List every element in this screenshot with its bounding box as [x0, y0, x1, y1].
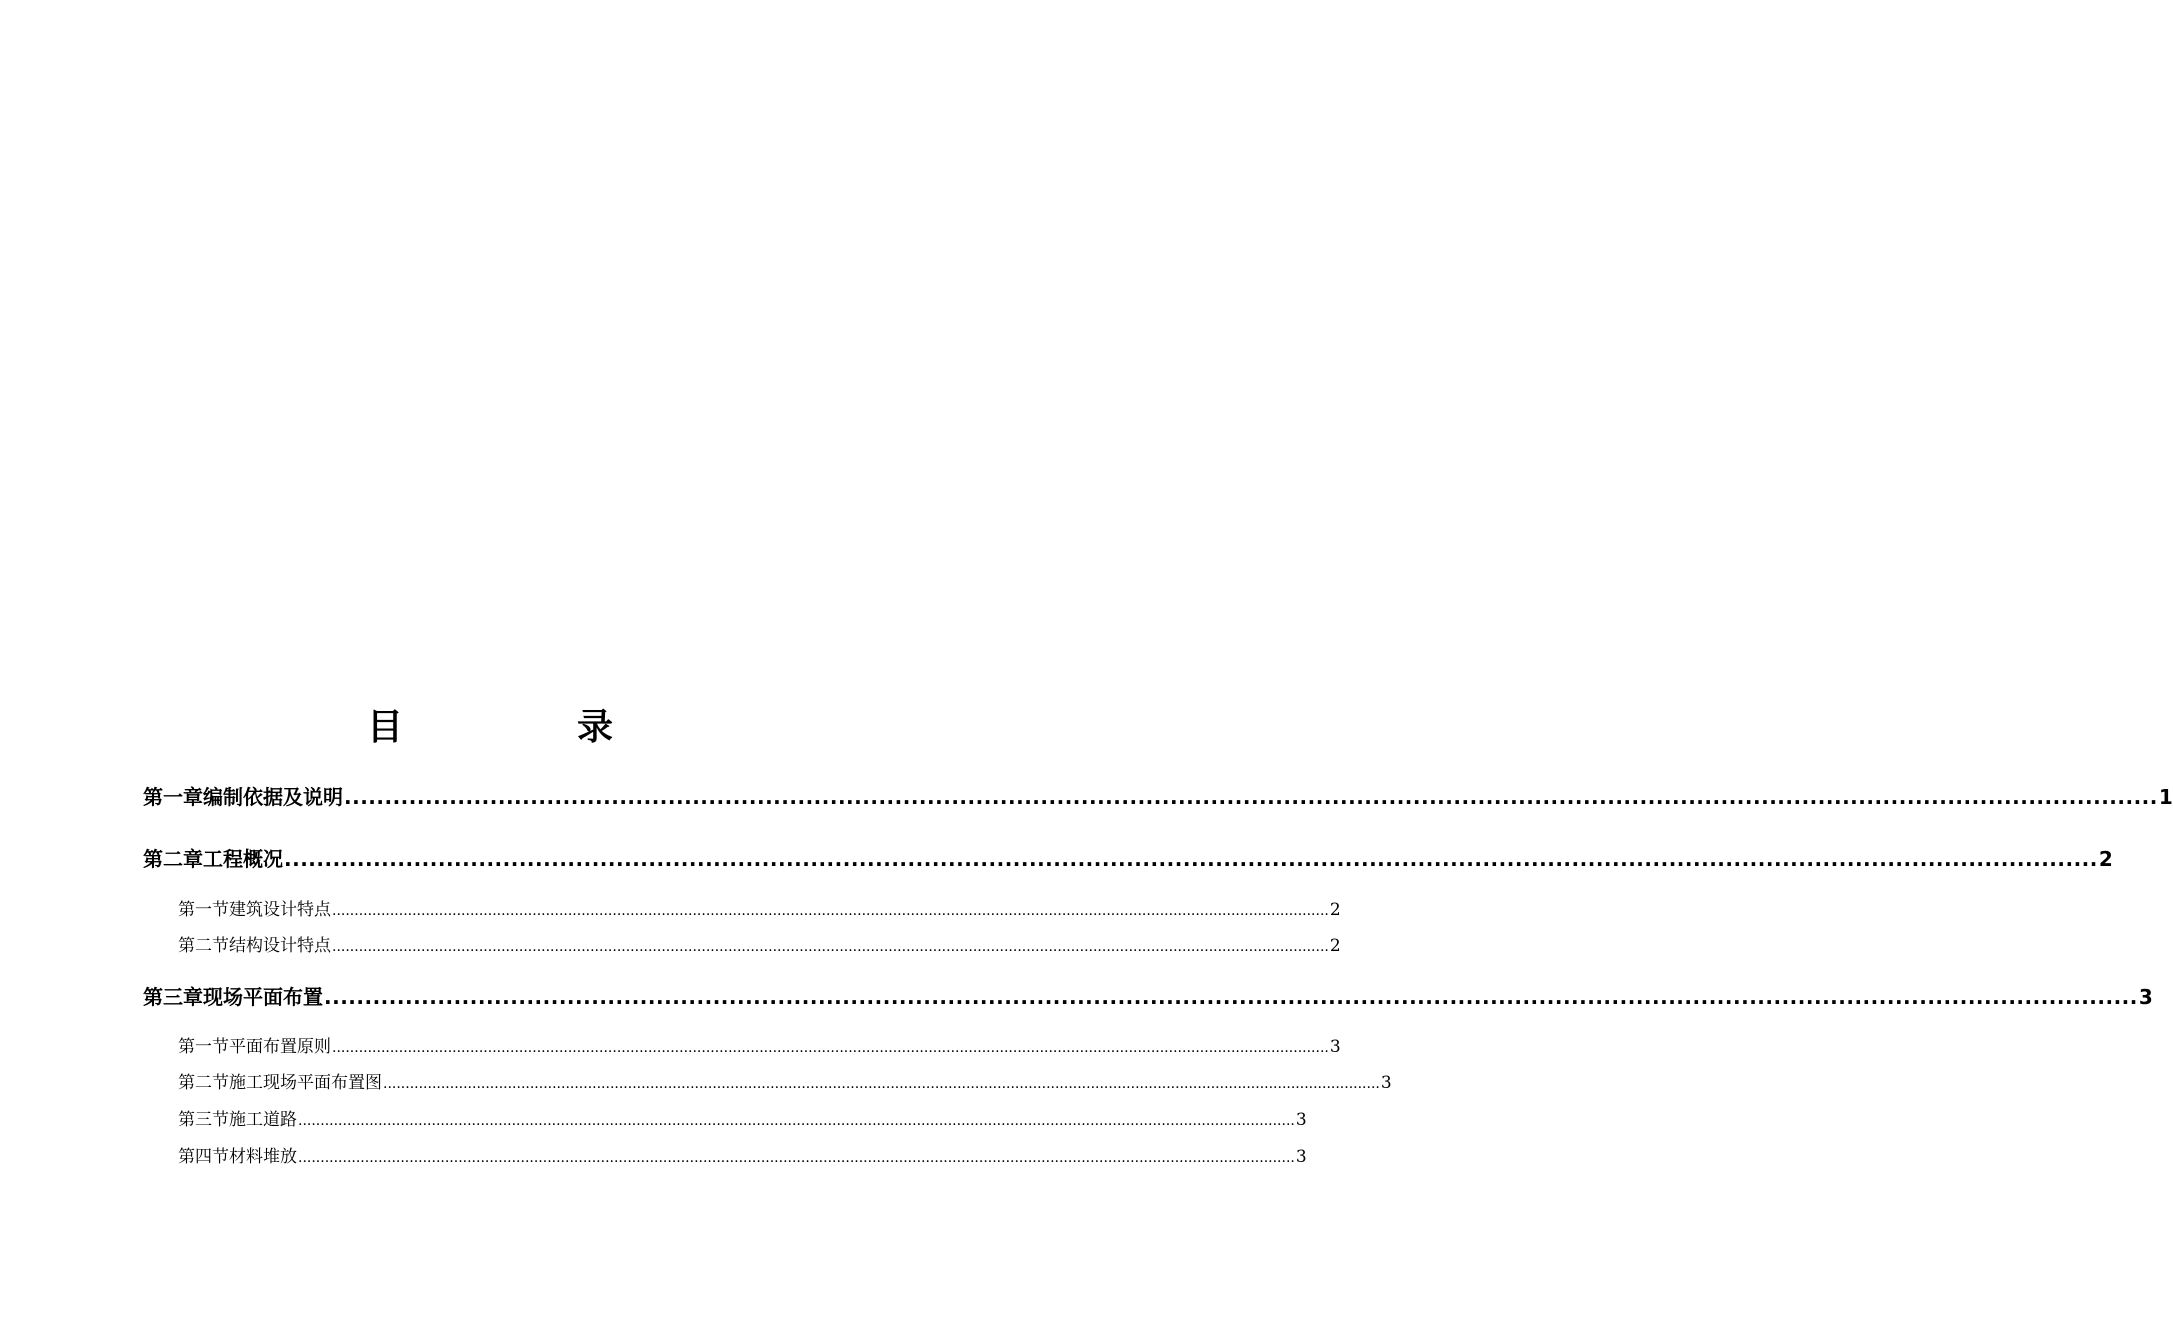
toc-heading-char-2: 录 [577, 707, 614, 748]
toc-entry-number: 第二节 [178, 936, 229, 956]
toc-entry-page: 2 [1329, 900, 1341, 920]
toc-entry-section[interactable] [178, 898, 1341, 922]
toc-entry-section[interactable] [178, 934, 1341, 958]
toc-entry-number: 第四节 [178, 1147, 229, 1167]
toc-dot-leader: ................................................................................................................................................................................................................................ [332, 939, 1329, 955]
toc-heading-char-1: 目 [367, 707, 404, 748]
toc-entry-chapter-2[interactable] [143, 845, 2113, 873]
toc-entry-page: 3 [2138, 985, 2153, 1009]
toc-entry-page: 1 [2158, 785, 2173, 809]
toc-dot-leader: ................................................................................................................................................................................................................................ [298, 1150, 1295, 1166]
toc-entry-title: 平面布置原则 [229, 1037, 331, 1057]
toc-entry-chapter-1[interactable] [143, 783, 2173, 811]
toc-entry-number: 第二节 [178, 1073, 229, 1093]
toc-entry-page: 3 [1380, 1073, 1392, 1093]
toc-entry-page: 3 [1295, 1147, 1307, 1167]
toc-entry-number: 第三节 [178, 1110, 229, 1130]
toc-entry-number: 第一节 [178, 1037, 229, 1057]
toc-entry-section[interactable] [178, 1071, 1392, 1095]
toc-entry-title: 材料堆放 [229, 1147, 297, 1167]
toc-dot-leader: ................................................................................................................................................................................................................................ [324, 985, 2138, 1009]
toc-entry-number: 第一章 [143, 785, 203, 809]
toc-entry-title: 施工道路 [229, 1110, 297, 1130]
toc-dot-leader: ................................................................................................................................................................................................................................ [284, 847, 2098, 871]
toc-entry-page: 3 [1295, 1110, 1307, 1130]
toc-entry-number: 第三章 [143, 985, 203, 1009]
toc-heading [0, 706, 950, 750]
toc-dot-leader: ................................................................................................................................................................................................................................ [383, 1076, 1380, 1092]
toc-entry-number: 第二章 [143, 847, 203, 871]
toc-entry-title: 编制依据及说明 [203, 785, 343, 809]
toc-dot-leader: ................................................................................................................................................................................................................................ [332, 1040, 1329, 1056]
toc-entry-page: 3 [1329, 1037, 1341, 1057]
toc-entry-page: 2 [2098, 847, 2113, 871]
toc-entry-number: 第一节 [178, 900, 229, 920]
toc-entry-title: 工程概况 [203, 847, 283, 871]
toc-dot-leader: ................................................................................................................................................................................................................................ [344, 785, 2158, 809]
toc-entry-section[interactable] [178, 1145, 1307, 1169]
toc-entry-title: 现场平面布置 [203, 985, 323, 1009]
toc-entry-title: 施工现场平面布置图 [229, 1073, 382, 1093]
toc-entry-section[interactable] [178, 1035, 1341, 1059]
toc-entry-chapter-3[interactable] [143, 983, 2153, 1011]
toc-entry-section[interactable] [178, 1108, 1307, 1132]
toc-entry-title: 建筑设计特点 [229, 900, 331, 920]
toc-dot-leader: ................................................................................................................................................................................................................................ [332, 903, 1329, 919]
toc-entry-title: 结构设计特点 [229, 936, 331, 956]
toc-dot-leader: ................................................................................................................................................................................................................................ [298, 1113, 1295, 1129]
toc-entry-page: 2 [1329, 936, 1341, 956]
